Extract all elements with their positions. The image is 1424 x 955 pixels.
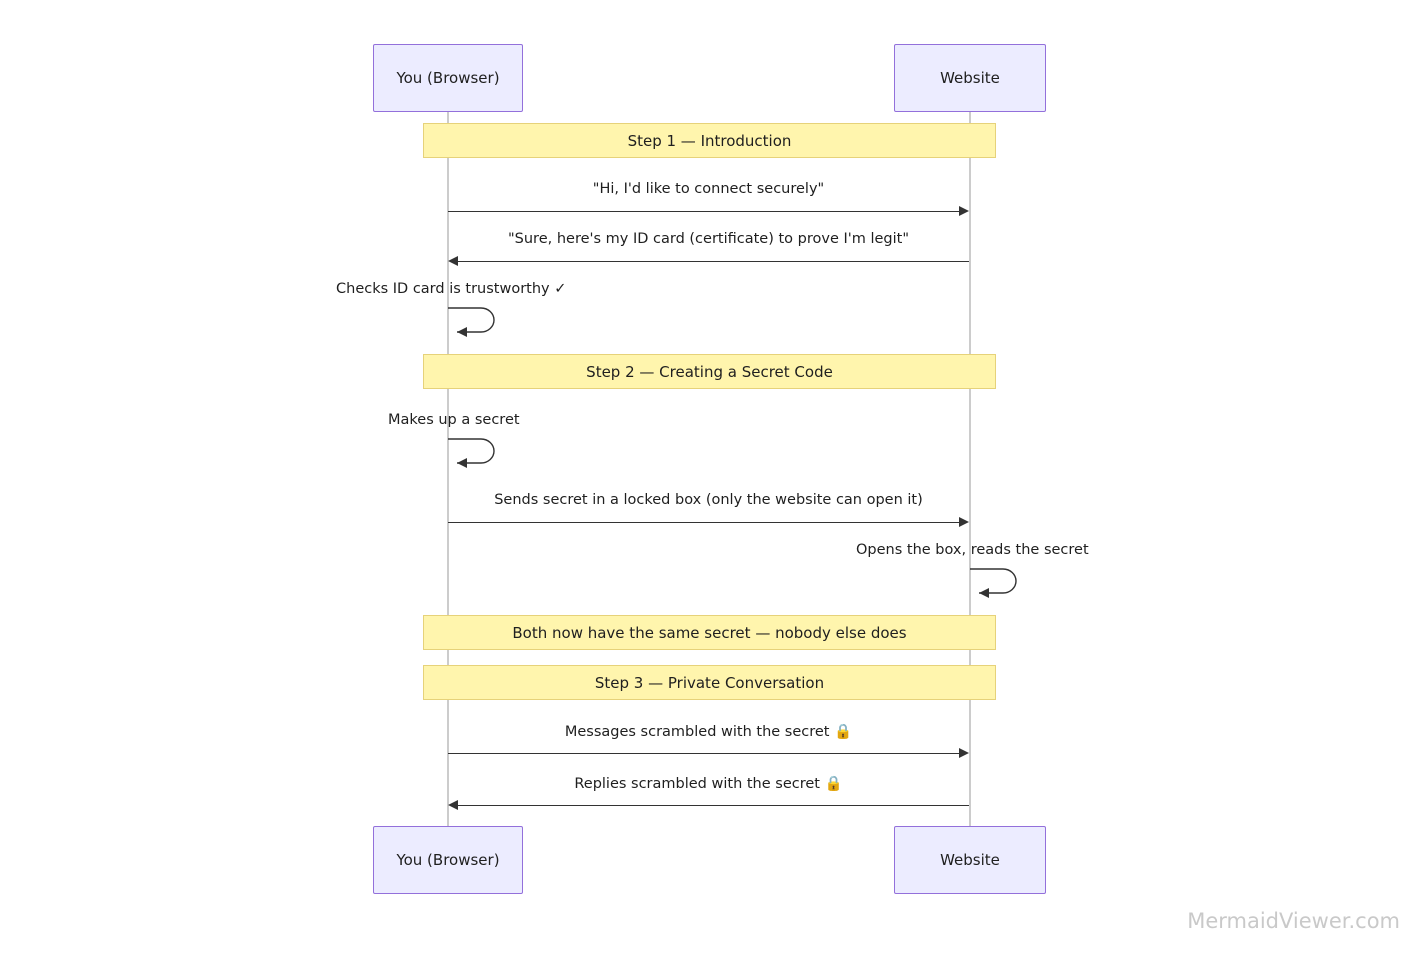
actor-website-top-label: Website <box>940 69 1000 87</box>
msg-opens-box-self-loop-icon <box>965 564 1029 602</box>
note-step-2-label: Step 2 — Creating a Secret Code <box>586 362 833 381</box>
msg-hello-arrowhead-icon <box>959 206 969 216</box>
msg-check-id-self-loop-icon <box>443 303 507 341</box>
actor-browser-top-label: You (Browser) <box>396 69 500 87</box>
lifeline-website <box>969 110 971 830</box>
actor-browser-bottom-label: You (Browser) <box>396 851 500 869</box>
note-step-3 <box>423 665 996 700</box>
msg-replies-scrambled-arrowhead-icon <box>448 800 458 810</box>
watermark: MermaidViewer.com <box>1187 909 1400 933</box>
msg-check-id-label: Checks ID card is trustworthy ✓ <box>336 281 567 297</box>
msg-certificate-label: "Sure, here's my ID card (certificate) to prove I'm legit" <box>507 231 910 247</box>
note-step-2 <box>423 354 996 389</box>
note-step-1 <box>423 123 996 158</box>
note-shared-secret <box>423 615 996 650</box>
msg-opens-box-label: Opens the box, reads the secret <box>856 542 1089 558</box>
msg-scrambled-arrowhead-icon <box>959 748 969 758</box>
msg-replies-scrambled-label: Replies scrambled with the secret 🔒 <box>574 776 843 792</box>
msg-scrambled-line <box>448 753 960 754</box>
msg-hello-label: "Hi, I'd like to connect securely" <box>592 181 825 197</box>
msg-makes-secret-label: Makes up a secret <box>388 412 520 428</box>
msg-scrambled-label: Messages scrambled with the secret 🔒 <box>564 724 853 740</box>
msg-certificate-arrowhead-icon <box>448 256 458 266</box>
actor-browser-bottom[interactable] <box>373 826 523 894</box>
msg-certificate-line <box>458 261 969 262</box>
msg-hello-line <box>448 211 960 212</box>
actor-website-bottom[interactable] <box>894 826 1046 894</box>
msg-send-locked-box-line <box>448 522 960 523</box>
actor-browser-top[interactable] <box>373 44 523 112</box>
actor-website-top[interactable] <box>894 44 1046 112</box>
msg-send-locked-box-label: Sends secret in a locked box (only the website can open it) <box>494 492 923 508</box>
actor-website-bottom-label: Website <box>940 851 1000 869</box>
msg-send-locked-box-arrowhead-icon <box>959 517 969 527</box>
note-shared-secret-label: Both now have the same secret — nobody else does <box>512 623 907 642</box>
note-step-3-label: Step 3 — Private Conversation <box>594 673 825 692</box>
msg-makes-secret-self-loop-icon <box>443 434 507 472</box>
msg-replies-scrambled-line <box>458 805 969 806</box>
note-step-1-label: Step 1 — Introduction <box>627 131 792 150</box>
